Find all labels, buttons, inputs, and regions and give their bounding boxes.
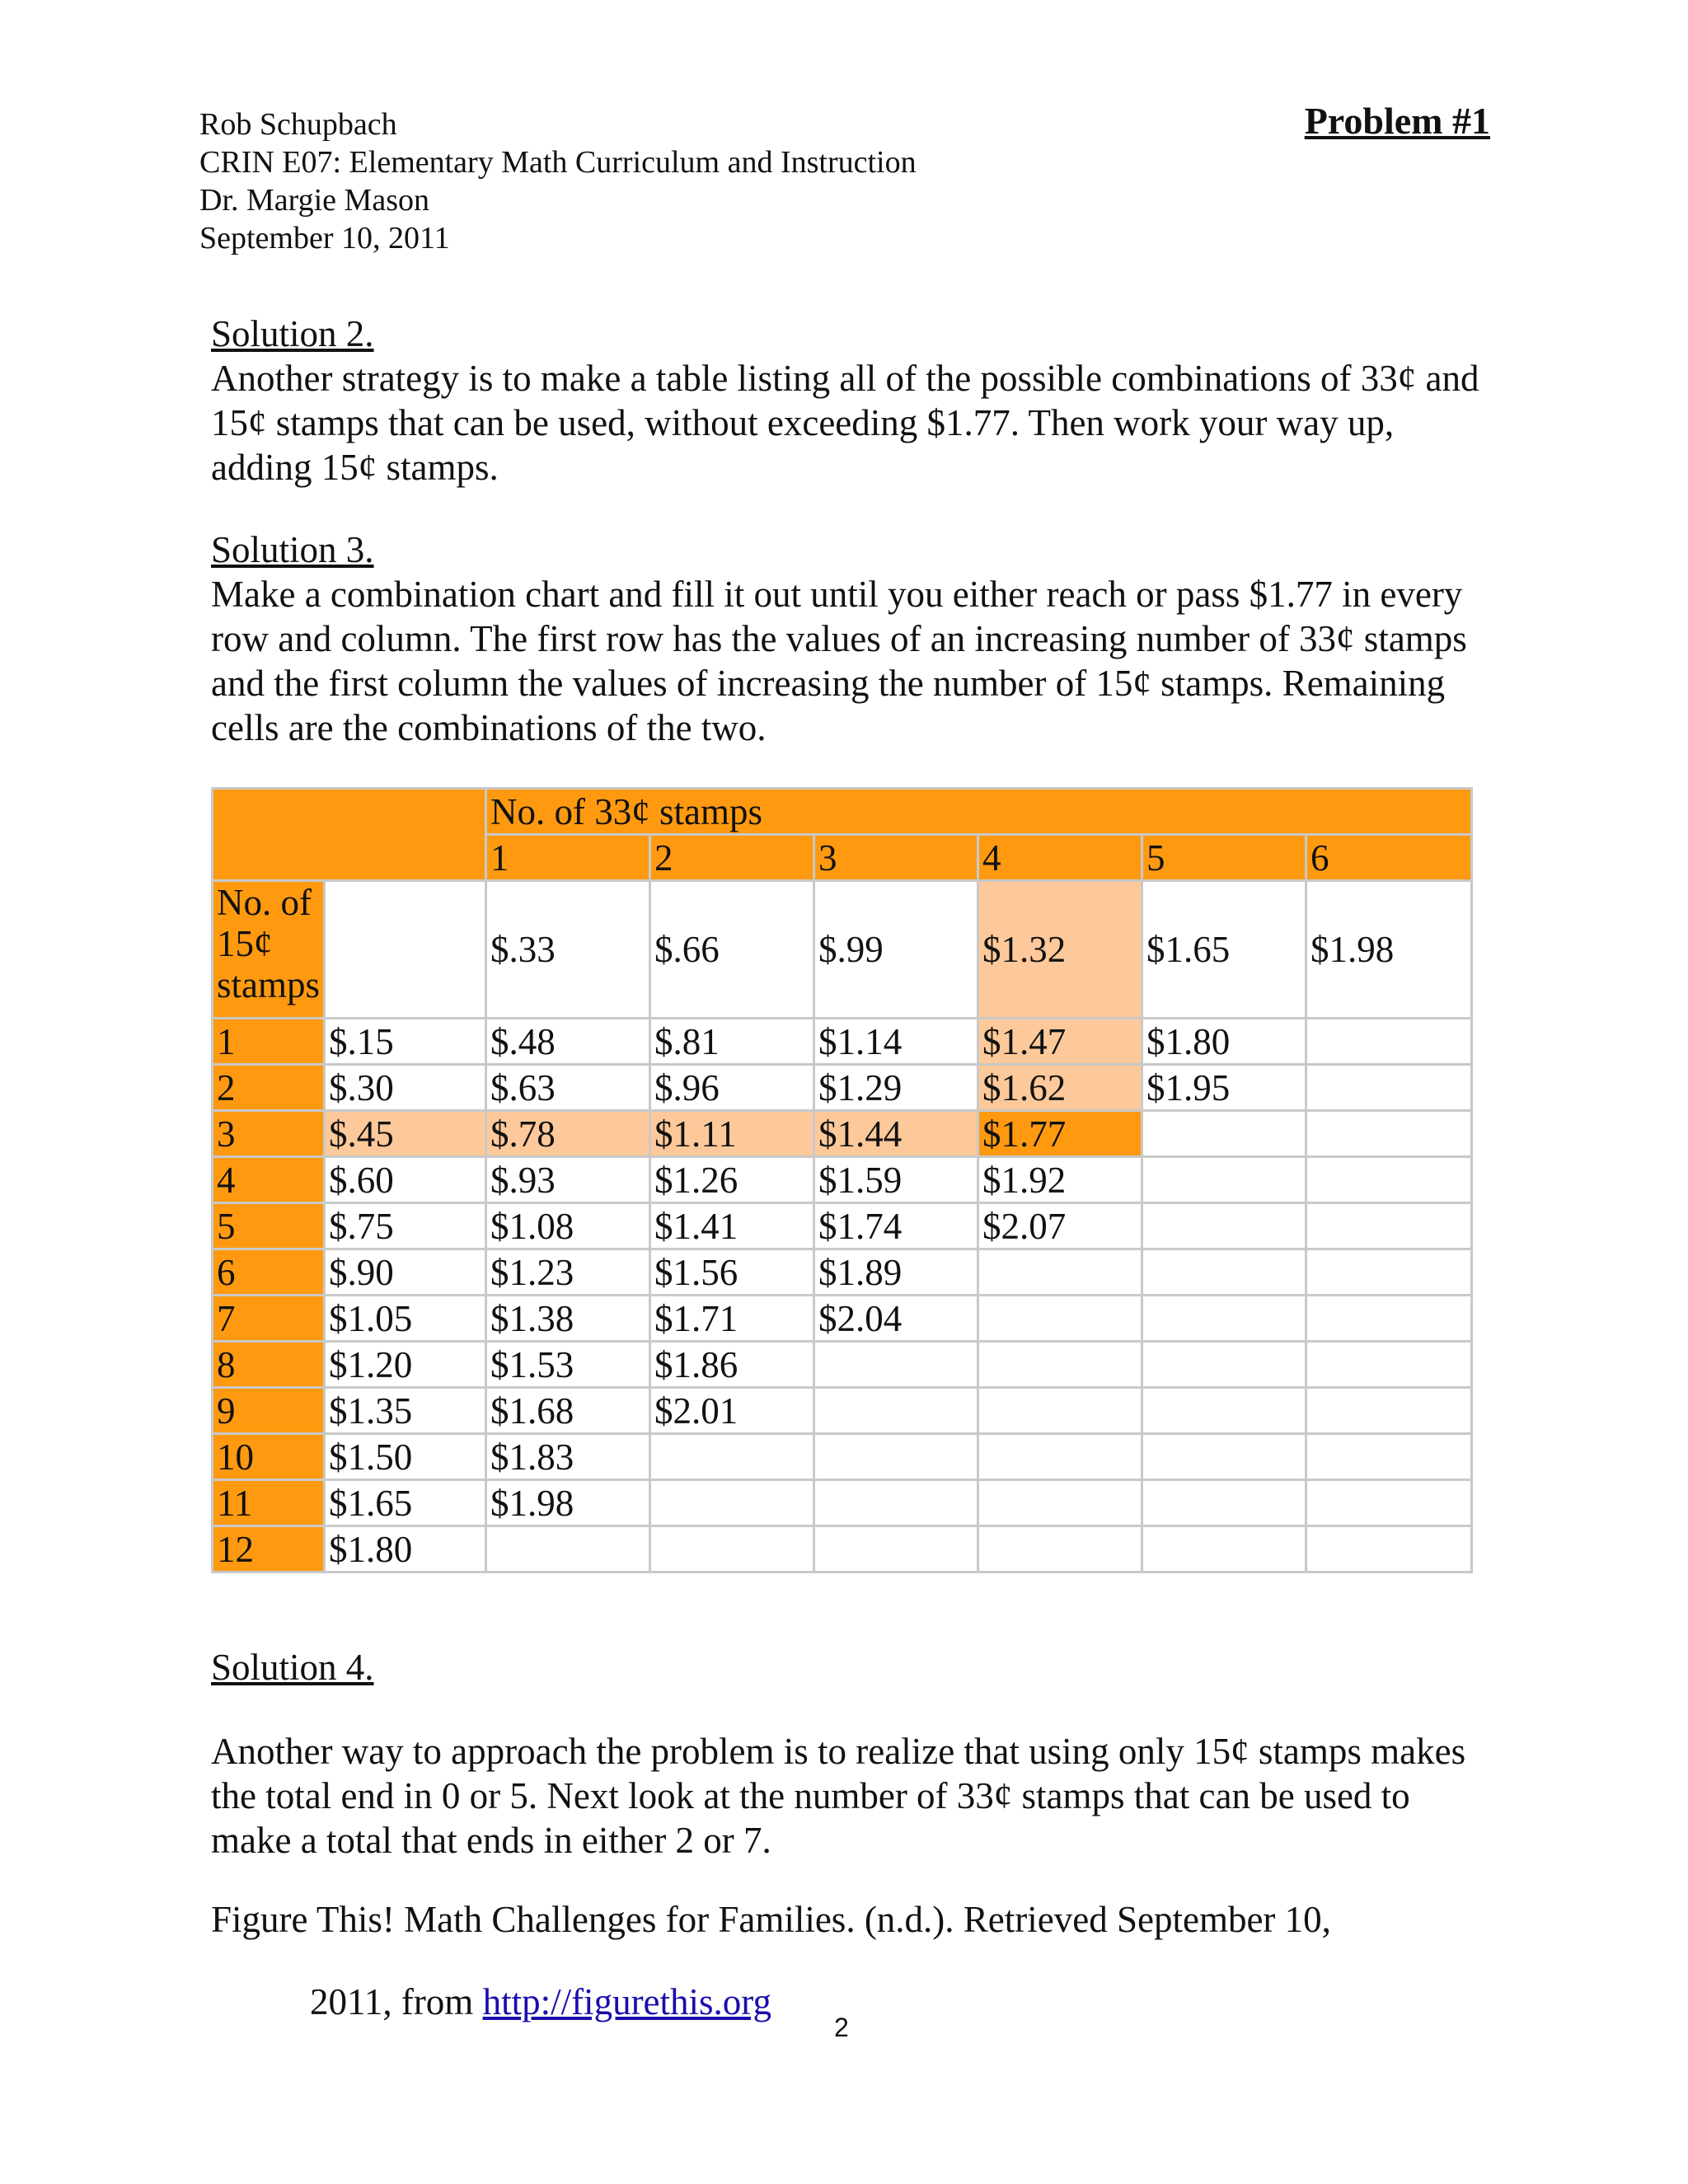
- table-cell: [1306, 1434, 1472, 1480]
- table-cell: [1142, 1296, 1306, 1342]
- table-cell: $1.29: [814, 1065, 978, 1111]
- row-value: $1.80: [325, 1526, 486, 1572]
- col-number: 2: [650, 835, 814, 881]
- table-cell: $1.56: [650, 1249, 814, 1296]
- table-cell: [814, 1388, 978, 1434]
- table-cell: [814, 1342, 978, 1388]
- row-value: $1.05: [325, 1296, 486, 1342]
- table-cell: [650, 1480, 814, 1526]
- date: September 10, 2011: [199, 221, 450, 255]
- table-row: [213, 1342, 1472, 1388]
- table-row: [213, 1249, 1472, 1296]
- col-number: 3: [814, 835, 978, 881]
- table-row: [213, 1526, 1472, 1572]
- solution-2-body: Another strategy is to make a table listing all of the possible combinations of 33¢ and 15¢ stamps that can be used, without exceeding $1.77. Then work your way up, adding 15¢ stamps.: [211, 358, 1479, 488]
- table-cell: [1306, 1249, 1472, 1296]
- row-number: 12: [213, 1526, 325, 1572]
- table-cell: [1306, 1296, 1472, 1342]
- col-number: 5: [1142, 835, 1306, 881]
- table-cell: [978, 1249, 1142, 1296]
- col-number: 4: [978, 835, 1142, 881]
- reference-link[interactable]: http://figurethis.org: [482, 1981, 771, 2022]
- table-row: [213, 1296, 1472, 1342]
- table-cell: $1.98: [486, 1480, 650, 1526]
- table-cell: [1142, 1111, 1306, 1157]
- table-cell: [650, 1434, 814, 1480]
- row-number: 4: [213, 1157, 325, 1203]
- solution-3-body: Make a combination chart and fill it out until you either reach or pass $1.77 in every row and column. The first row has the values of an increasing number of 33¢ stamps and the first column the values of increasing the number of 15¢ stamps. Remaining cells are the combinations of the two.: [211, 574, 1467, 748]
- table-cell: [486, 1526, 650, 1572]
- table-cell: $1.74: [814, 1203, 978, 1249]
- table-cell: $.96: [650, 1065, 814, 1111]
- table-cell: [1306, 1157, 1472, 1203]
- row-value: $1.50: [325, 1434, 486, 1480]
- row-value: $.60: [325, 1157, 486, 1203]
- table-cell: $1.44: [814, 1111, 978, 1157]
- table-cell: [1306, 1019, 1472, 1065]
- table-cell: [1142, 1203, 1306, 1249]
- row-number: 7: [213, 1296, 325, 1342]
- table-cell: [1306, 1388, 1472, 1434]
- reference: [211, 1897, 1480, 2024]
- row-value: $1.65: [325, 1480, 486, 1526]
- table-cell: [1142, 1480, 1306, 1526]
- author-name: Rob Schupbach: [199, 107, 397, 142]
- table-cell: $1.23: [486, 1249, 650, 1296]
- row-number: 11: [213, 1480, 325, 1526]
- col-value: $1.65: [1142, 881, 1306, 1019]
- table-cell: [814, 1480, 978, 1526]
- problem-title: Problem #1: [1304, 100, 1490, 142]
- col-value: $.66: [650, 881, 814, 1019]
- solution-4-body: Another way to approach the problem is to realize that using only 15¢ stamps makes the total end in 0 or 5. Next look at the number of 33¢ stamps that can be used to make a total that ends in either 2 or 7.: [211, 1731, 1466, 1861]
- table-cell: $.81: [650, 1019, 814, 1065]
- table-cell: [1142, 1388, 1306, 1434]
- table-cell: $1.62: [978, 1065, 1142, 1111]
- table-row: [213, 1434, 1472, 1480]
- table-cell: [978, 1296, 1142, 1342]
- table-cell: $1.68: [486, 1388, 650, 1434]
- table-cell: [1306, 1065, 1472, 1111]
- instructor-name: Dr. Margie Mason: [199, 183, 429, 218]
- table-cell: [814, 1434, 978, 1480]
- row-number: 5: [213, 1203, 325, 1249]
- table-cell: [1306, 1203, 1472, 1249]
- table-row: [213, 1388, 1472, 1434]
- table-cell: [978, 1434, 1142, 1480]
- table-cell: [1306, 1480, 1472, 1526]
- solution-2: [211, 312, 1480, 490]
- table-cell: $1.08: [486, 1203, 650, 1249]
- table-cell: $2.01: [650, 1388, 814, 1434]
- row-number: 2: [213, 1065, 325, 1111]
- reference-line-2: [310, 1980, 1480, 2024]
- table-cell: $1.86: [650, 1342, 814, 1388]
- header-15-stamps: No. of 15¢ stamps: [213, 881, 325, 1019]
- table-cell: [1306, 1526, 1472, 1572]
- row-number: 1: [213, 1019, 325, 1065]
- table-cell: [650, 1526, 814, 1572]
- table-cell: $1.80: [1142, 1019, 1306, 1065]
- reference-prefix: 2011, from: [310, 1981, 483, 2022]
- table-cell: [978, 1526, 1142, 1572]
- table-cell: [1142, 1342, 1306, 1388]
- col-value: $.33: [486, 881, 650, 1019]
- row-number: 3: [213, 1111, 325, 1157]
- corner-cell: [213, 789, 486, 881]
- table-row: [213, 1019, 1472, 1065]
- table-row: [213, 1480, 1472, 1526]
- table-cell: [1306, 1342, 1472, 1388]
- table-cell: [978, 1388, 1142, 1434]
- table-cell: $1.89: [814, 1249, 978, 1296]
- table-cell: [1142, 1157, 1306, 1203]
- table-cell: $1.14: [814, 1019, 978, 1065]
- col-number: 6: [1306, 835, 1472, 881]
- row-number: 9: [213, 1388, 325, 1434]
- table-cell: $1.41: [650, 1203, 814, 1249]
- solution-4-title: Solution 4.: [211, 1647, 374, 1688]
- table-row: [213, 1203, 1472, 1249]
- author-block: [199, 105, 917, 257]
- row-value: $.30: [325, 1065, 486, 1111]
- row-value: $1.20: [325, 1342, 486, 1388]
- col-value: $.99: [814, 881, 978, 1019]
- table-cell: [978, 1480, 1142, 1526]
- table-cell: $1.11: [650, 1111, 814, 1157]
- solution-3-title: Solution 3.: [211, 529, 374, 570]
- row-number: 6: [213, 1249, 325, 1296]
- empty-cell: [325, 881, 486, 1019]
- col-value: $1.32: [978, 881, 1142, 1019]
- table-row: [213, 1157, 1472, 1203]
- table-cell: [1142, 1434, 1306, 1480]
- table-cell: $2.04: [814, 1296, 978, 1342]
- table-cell: $1.26: [650, 1157, 814, 1203]
- table-cell: $1.95: [1142, 1065, 1306, 1111]
- table-cell: [814, 1526, 978, 1572]
- row-value: $.90: [325, 1249, 486, 1296]
- table-cell: $.48: [486, 1019, 650, 1065]
- solution-3: [211, 527, 1480, 750]
- page-number: 2: [834, 2013, 849, 2042]
- row-value: $.45: [325, 1111, 486, 1157]
- header-33-stamps: No. of 33¢ stamps: [486, 789, 1472, 835]
- table-cell: [1142, 1526, 1306, 1572]
- table-cell: $2.07: [978, 1203, 1142, 1249]
- table-cell: $1.38: [486, 1296, 650, 1342]
- table-cell: $1.53: [486, 1342, 650, 1388]
- combination-table: [211, 787, 1473, 1573]
- table-cell: $1.83: [486, 1434, 650, 1480]
- solution-2-title: Solution 2.: [211, 313, 374, 354]
- table-cell: [978, 1342, 1142, 1388]
- col-value: $1.98: [1306, 881, 1472, 1019]
- table-row: [213, 1111, 1472, 1157]
- row-number: 8: [213, 1342, 325, 1388]
- table-row: [213, 1065, 1472, 1111]
- row-value: $1.35: [325, 1388, 486, 1434]
- table-cell: $.63: [486, 1065, 650, 1111]
- table-cell: [1142, 1249, 1306, 1296]
- solution-4: [211, 1645, 1480, 1863]
- col-number: 1: [486, 835, 650, 881]
- table-cell: $1.92: [978, 1157, 1142, 1203]
- table-cell: [1306, 1111, 1472, 1157]
- row-value: $.15: [325, 1019, 486, 1065]
- table-cell: $.93: [486, 1157, 650, 1203]
- reference-line-1: Figure This! Math Challenges for Families. (n.d.). Retrieved September 10,: [211, 1899, 1331, 1940]
- table-cell: $1.71: [650, 1296, 814, 1342]
- table-cell: $1.47: [978, 1019, 1142, 1065]
- table-cell: $.78: [486, 1111, 650, 1157]
- table-cell: $1.59: [814, 1157, 978, 1203]
- table-cell: $1.77: [978, 1111, 1142, 1157]
- row-value: $.75: [325, 1203, 486, 1249]
- course-name: CRIN E07: Elementary Math Curriculum and Instruction: [199, 145, 917, 180]
- row-number: 10: [213, 1434, 325, 1480]
